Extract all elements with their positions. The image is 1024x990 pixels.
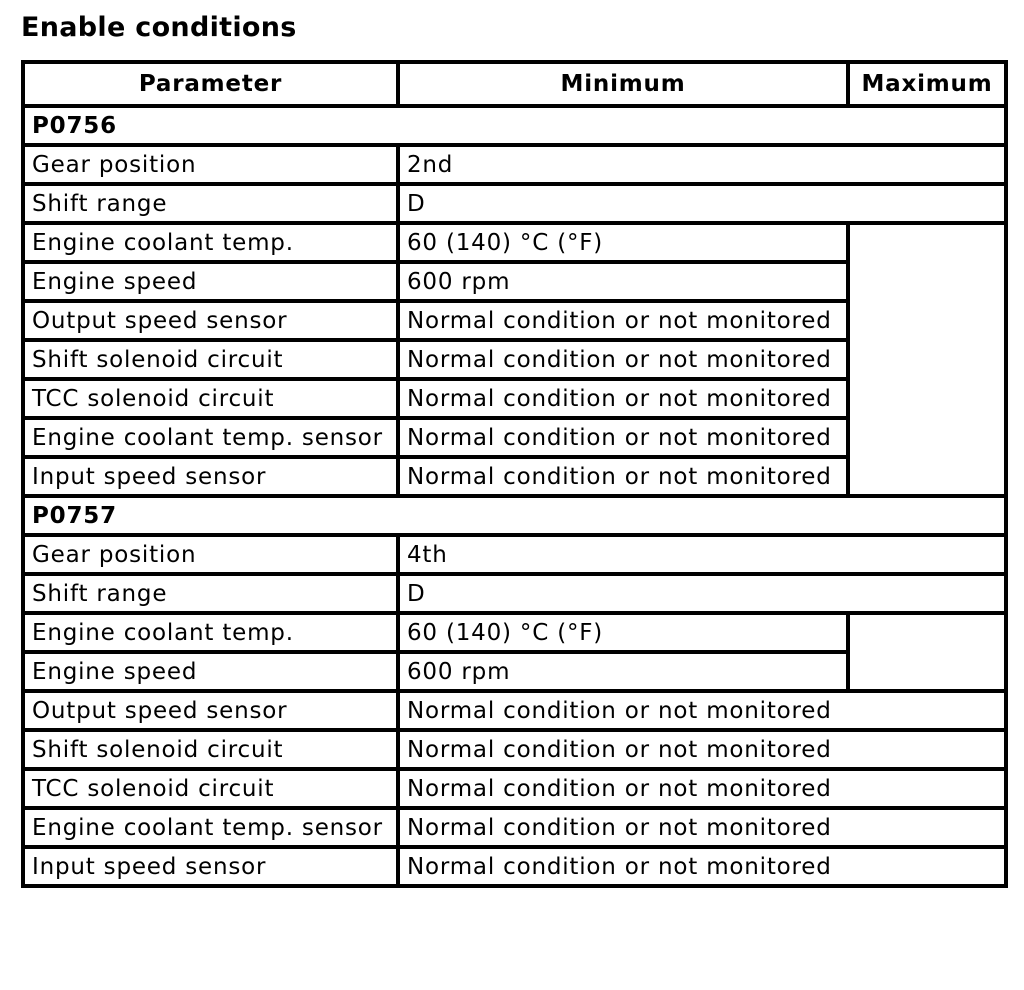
parameter-cell: Input speed sensor xyxy=(23,847,398,886)
page-title: Enable conditions xyxy=(21,12,297,43)
minimum-cell: 2nd xyxy=(398,145,1006,184)
parameter-cell: TCC solenoid circuit xyxy=(23,769,398,808)
minimum-cell: Normal condition or not monitored xyxy=(398,301,848,340)
minimum-cell: 4th xyxy=(398,535,1006,574)
table-row xyxy=(23,769,1006,808)
parameter-cell: Shift solenoid circuit xyxy=(23,340,398,379)
enable-conditions-table xyxy=(21,60,1008,888)
minimum-cell: Normal condition or not monitored xyxy=(398,691,1006,730)
header-minimum: Minimum xyxy=(398,62,848,106)
parameter-cell: Output speed sensor xyxy=(23,301,398,340)
parameter-cell: Engine coolant temp. sensor xyxy=(23,808,398,847)
parameter-cell: Engine coolant temp. xyxy=(23,613,398,652)
table-row xyxy=(23,691,1006,730)
table-header-row xyxy=(23,62,1006,106)
parameter-cell: Shift solenoid circuit xyxy=(23,730,398,769)
minimum-cell: Normal condition or not monitored xyxy=(398,730,1006,769)
parameter-cell: Engine coolant temp. xyxy=(23,223,398,262)
group-header-row xyxy=(23,496,1006,535)
minimum-cell: 600 rpm xyxy=(398,262,848,301)
table-row xyxy=(23,535,1006,574)
parameter-cell: Output speed sensor xyxy=(23,691,398,730)
minimum-cell: 60 (140) °C (°F) xyxy=(398,223,848,262)
table-row xyxy=(23,730,1006,769)
maximum-cell-empty xyxy=(848,223,1006,496)
minimum-cell: Normal condition or not monitored xyxy=(398,340,848,379)
header-parameter: Parameter xyxy=(23,62,398,106)
parameter-cell: Engine speed xyxy=(23,262,398,301)
parameter-cell: Shift range xyxy=(23,574,398,613)
parameter-cell: TCC solenoid circuit xyxy=(23,379,398,418)
minimum-cell: 600 rpm xyxy=(398,652,848,691)
table-row xyxy=(23,808,1006,847)
table-row xyxy=(23,574,1006,613)
parameter-cell: Shift range xyxy=(23,184,398,223)
parameter-cell: Engine speed xyxy=(23,652,398,691)
header-maximum: Maximum xyxy=(848,62,1006,106)
group-code-p0756: P0756 xyxy=(23,106,1006,145)
minimum-cell: Normal condition or not monitored xyxy=(398,418,848,457)
minimum-cell: D xyxy=(398,184,1006,223)
minimum-cell: 60 (140) °C (°F) xyxy=(398,613,848,652)
parameter-cell: Engine coolant temp. sensor xyxy=(23,418,398,457)
parameter-cell: Gear position xyxy=(23,535,398,574)
minimum-cell: Normal condition or not monitored xyxy=(398,379,848,418)
minimum-cell: D xyxy=(398,574,1006,613)
table-row xyxy=(23,145,1006,184)
maximum-cell-empty xyxy=(848,613,1006,691)
minimum-cell: Normal condition or not monitored xyxy=(398,847,1006,886)
group-code-p0757: P0757 xyxy=(23,496,1006,535)
group-header-row xyxy=(23,106,1006,145)
parameter-cell: Gear position xyxy=(23,145,398,184)
table-row xyxy=(23,184,1006,223)
minimum-cell: Normal condition or not monitored xyxy=(398,457,848,496)
minimum-cell: Normal condition or not monitored xyxy=(398,769,1006,808)
table-row xyxy=(23,847,1006,886)
parameter-cell: Input speed sensor xyxy=(23,457,398,496)
table-row xyxy=(23,613,1006,652)
minimum-cell: Normal condition or not monitored xyxy=(398,808,1006,847)
table-row xyxy=(23,223,1006,262)
